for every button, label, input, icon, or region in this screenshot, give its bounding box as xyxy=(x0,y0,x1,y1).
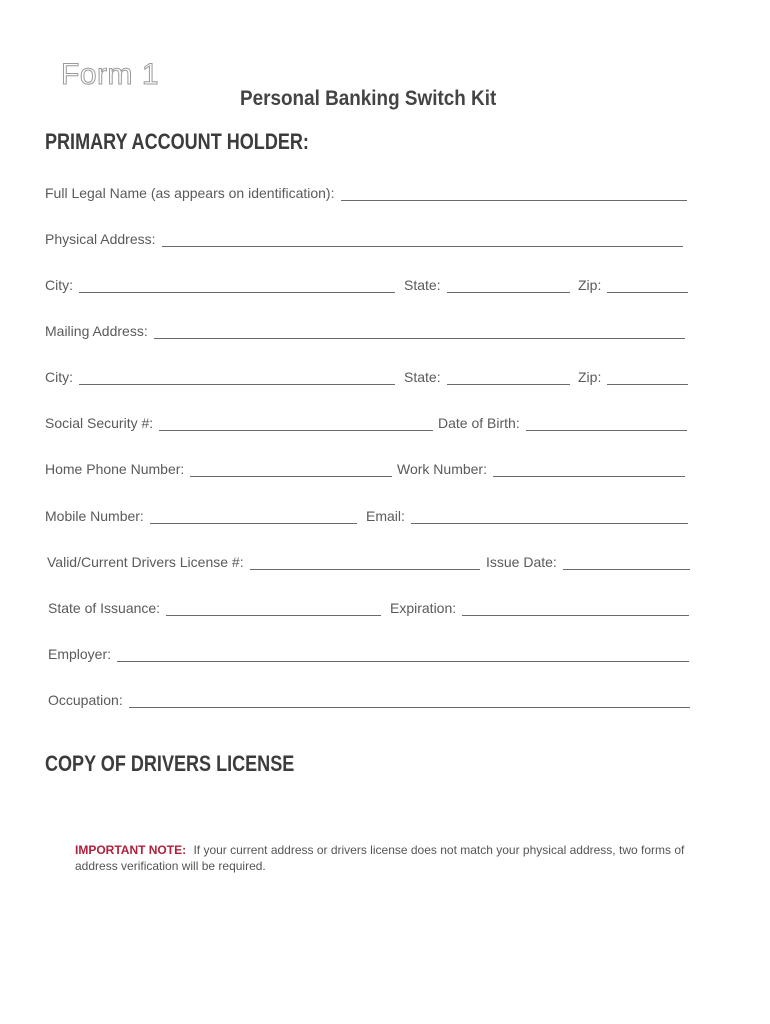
ssn-dob-row xyxy=(45,413,687,433)
physical-city-field[interactable] xyxy=(79,291,395,293)
employer-row xyxy=(48,644,689,664)
mailing-address-label: Mailing Address: xyxy=(45,323,148,339)
mailing-zip-label: Zip: xyxy=(578,369,602,385)
expiration-label: Expiration: xyxy=(390,600,457,616)
mailing-address-row xyxy=(45,321,685,341)
work-number-field[interactable] xyxy=(493,475,685,477)
form-number: Form 1 xyxy=(61,58,160,91)
primary-holder-heading: PRIMARY ACCOUNT HOLDER: xyxy=(45,129,309,154)
full-legal-name-field[interactable] xyxy=(341,199,688,201)
full-legal-name-label: Full Legal Name (as appears on identification): xyxy=(45,185,335,201)
issuance-row xyxy=(48,598,689,618)
physical-address-row xyxy=(45,229,683,249)
mobile-number-label: Mobile Number: xyxy=(45,508,144,524)
physical-zip-label: Zip: xyxy=(578,277,602,293)
drivers-license-heading: COPY OF DRIVERS LICENSE xyxy=(45,751,295,776)
home-phone-field[interactable] xyxy=(190,475,392,477)
mailing-state-label: State: xyxy=(404,369,441,385)
physical-state-field[interactable] xyxy=(447,291,570,293)
important-note-label: IMPORTANT NOTE: xyxy=(75,843,187,857)
physical-zip-field[interactable] xyxy=(607,291,688,293)
physical-city-state-zip-row xyxy=(45,275,688,295)
full-legal-name-row xyxy=(45,183,687,203)
important-note xyxy=(75,842,705,874)
employer-field[interactable] xyxy=(117,660,689,662)
drivers-license-field[interactable] xyxy=(250,568,480,570)
issue-date-field[interactable] xyxy=(563,568,690,570)
social-security-label: Social Security #: xyxy=(45,415,154,431)
mailing-city-state-zip-row xyxy=(45,367,688,387)
phone-row xyxy=(45,459,685,479)
mailing-city-field[interactable] xyxy=(79,383,395,385)
important-note-text: If your current address or drivers license does not match your physical address, two forms of address verification will be required. xyxy=(75,843,685,873)
mobile-number-field[interactable] xyxy=(150,522,357,524)
mailing-address-field[interactable] xyxy=(154,337,685,339)
occupation-field[interactable] xyxy=(129,706,690,708)
mobile-email-row xyxy=(45,506,688,526)
issue-date-label: Issue Date: xyxy=(486,554,557,570)
home-phone-label: Home Phone Number: xyxy=(45,461,185,477)
occupation-label: Occupation: xyxy=(48,692,123,708)
email-label: Email: xyxy=(366,508,405,524)
employer-label: Employer: xyxy=(48,646,112,662)
mailing-zip-field[interactable] xyxy=(607,383,688,385)
expiration-field[interactable] xyxy=(462,614,689,616)
social-security-field[interactable] xyxy=(159,429,433,431)
work-number-label: Work Number: xyxy=(397,461,487,477)
physical-address-field[interactable] xyxy=(162,245,684,247)
license-row xyxy=(47,552,690,572)
date-of-birth-field[interactable] xyxy=(526,429,687,431)
state-of-issuance-label: State of Issuance: xyxy=(48,600,161,616)
occupation-row xyxy=(48,690,690,710)
state-of-issuance-field[interactable] xyxy=(166,614,381,616)
drivers-license-label: Valid/Current Drivers License #: xyxy=(47,554,244,570)
physical-address-label: Physical Address: xyxy=(45,231,156,247)
physical-state-label: State: xyxy=(404,277,441,293)
email-field[interactable] xyxy=(411,522,688,524)
mailing-city-label: City: xyxy=(45,369,73,385)
date-of-birth-label: Date of Birth: xyxy=(438,415,520,431)
page-title: Personal Banking Switch Kit xyxy=(240,87,497,110)
physical-city-label: City: xyxy=(45,277,73,293)
mailing-state-field[interactable] xyxy=(447,383,570,385)
